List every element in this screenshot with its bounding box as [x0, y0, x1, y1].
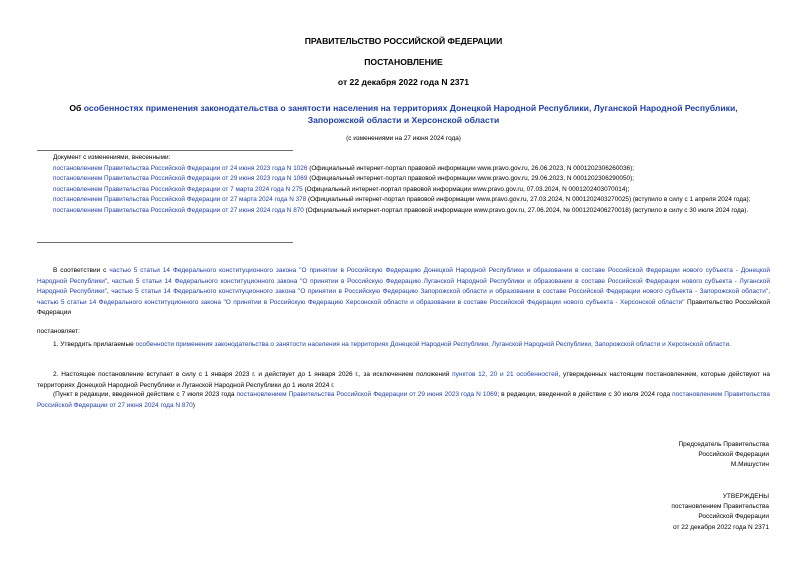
- signature-organization: Российской Федерации: [698, 451, 769, 459]
- amendment-item: [37, 206, 770, 217]
- approval-heading: УТВЕРЖДЕНЫ: [722, 493, 769, 500]
- document-type-heading: ПОСТАНОВЛЕНИЕ: [364, 57, 443, 67]
- item-2-link[interactable]: пунктов 12, 20 и 21 особенностей: [452, 371, 559, 378]
- note-link-1069[interactable]: постановлением Правительства Российской Федерации от 29 июня 2023 года N 1069: [236, 391, 498, 398]
- amendment-item: [37, 185, 770, 196]
- item-1-text: .: [729, 341, 731, 348]
- basis-link-zaporozhye[interactable]: частью 5 статьи 14 Федерального конституционного закона "О принятии в Российскую Федерацию Запорожской области и образовании в составе Российской Федерации нового субъекта - Запорожской области": [111, 288, 769, 295]
- note-text: ; в редакции, введенной в действие с 30 июля 2024 года: [497, 391, 673, 398]
- government-heading: ПРАВИТЕЛЬСТВО РОССИЙСКОЙ ФЕДЕРАЦИИ: [304, 36, 503, 46]
- item-1-link[interactable]: особенности применения законодательства о занятости населения на территориях Донецкой Народной Республики, Луганской Народной Республики, Запорожской области и Херсонской области: [135, 341, 730, 348]
- amendment-source: (Официальный интернет-портал правовой информации www.pravo.gov.ru, 27.03.2024, N 0001202403270025) (вступило в силу с 1 апреля 2024 года);: [306, 196, 751, 203]
- document-title: [50, 103, 757, 126]
- note-link-870[interactable]: постановлением Правительства Российской Федерации от 27 июня 2024 года N 870: [37, 391, 770, 409]
- amendment-source: (Официальный интернет-портал правовой информации www.pravo.gov.ru, 26.06.2023, N 0001202306260036);: [307, 164, 634, 172]
- amendment-source: (Официальный интернет-портал правовой информации www.pravo.gov.ru, 29.06.2023, N 0001202306290050);: [307, 175, 634, 182]
- amendment-note: (с изменениями на 27 июня 2024 года): [346, 135, 461, 142]
- amendment-link[interactable]: постановлением Правительства Российской Федерации от 7 марта 2024 года N 275: [53, 185, 303, 193]
- item-2-text: 2. Настоящее постановление вступает в силу с 1 января 2023 г. и действует до 1 января 2026 г., за исключением положений: [53, 371, 453, 378]
- basis-link-dnr[interactable]: частью 5 статьи 14 Федерального конституционного закона "О принятии в Российскую Федерацию Донецкой Народной Республики и образовании в составе Российской Федерации нового субъекта - Донецкой Народной Республики": [37, 267, 771, 285]
- amendment-item: [37, 174, 770, 185]
- amendment-item: [37, 164, 770, 175]
- resolves-line: постановляет:: [37, 328, 80, 335]
- note-text: (Пункт в редакции, введенной действие с 7 июля 2023 года: [53, 391, 237, 398]
- amendment-link[interactable]: постановлением Правительства Российской Федерации от 27 марта 2024 года N 378: [53, 196, 307, 203]
- amendments-list: [37, 153, 770, 216]
- item-2-edition-note: [37, 390, 770, 411]
- signature-position: Председатель Правительства: [678, 441, 769, 448]
- basis-link-kherson[interactable]: частью 5 статьи 14 Федерального конституционного закона "О принятии в Российскую Федерацию Херсонской области и образовании в составе Российской Федерации нового субъекта - Херсонской области": [37, 298, 685, 306]
- amendment-link[interactable]: постановлением Правительства Российской Федерации от 24 июня 2023 года N 1026: [53, 164, 308, 172]
- basis-text: В соответствии с: [53, 267, 110, 274]
- title-prefix: Об: [69, 103, 84, 113]
- basis-link-lnr[interactable]: частью 5 статьи 14 Федерального конституционного закона "О принятии в Российскую Федерацию Луганской Народной Республики и образовании в составе Российской Федерации нового субъекта - Луганской Народной Республики": [37, 277, 770, 295]
- note-text: ): [192, 401, 195, 409]
- item-1-text: 1. Утвердить прилагаемые: [53, 341, 136, 348]
- divider-top: [37, 150, 293, 151]
- basis-text: ,: [107, 277, 112, 285]
- signature-block: [678, 440, 769, 471]
- amendment-link[interactable]: постановлением Правительства Российской Федерации от 29 июня 2023 года N 1069: [53, 175, 308, 182]
- item-2-paragraph: [37, 370, 770, 391]
- amendment-source: (Официальный интернет-портал правовой информации www.pravo.gov.ru, 07.03.2024, N 0001202403070014);: [302, 185, 630, 193]
- signature-name: М.Мишустин: [730, 461, 769, 469]
- amendment-source: (Официальный интернет-портал правовой информации www.pravo.gov.ru, 27.06.2024, № 0001202406270018) (вступило в силу с 30 июля 2024 года).: [303, 206, 749, 214]
- amendment-link[interactable]: постановлением Правительства Российской Федерации от 27 июня 2024 года N 870: [53, 206, 304, 214]
- amendments-intro: Документ с изменениями, внесенными:: [53, 154, 171, 161]
- divider-bottom: [37, 242, 293, 243]
- item-2-text: , утвержденных настоящим постановлением, которые действуют на территориях Донецкой Народной Республики и Луганской Народной Республики до 1 июля 2024 г.: [37, 371, 770, 389]
- approval-line: Российской Федерации: [698, 513, 769, 521]
- basis-text: ,: [106, 288, 112, 295]
- basis-text: Правительство Российской Федерации: [37, 298, 770, 316]
- amendment-item: [37, 195, 770, 206]
- document-date-number: от 22 декабря 2022 года N 2371: [337, 77, 470, 87]
- approval-line: постановлением Правительства: [671, 503, 769, 511]
- title-link[interactable]: особенностях применения законодательства о занятости населения на территориях Донецкой Народной Республики, Луганской Народной Республики, Запорожской области и Херсонской области: [83, 103, 738, 125]
- legal-basis-paragraph: [37, 266, 770, 319]
- item-1-paragraph: [37, 340, 770, 351]
- basis-text: ,: [768, 288, 770, 295]
- approval-date: от 22 декабря 2022 года N 2371: [672, 523, 769, 531]
- approval-stamp: [671, 492, 769, 533]
